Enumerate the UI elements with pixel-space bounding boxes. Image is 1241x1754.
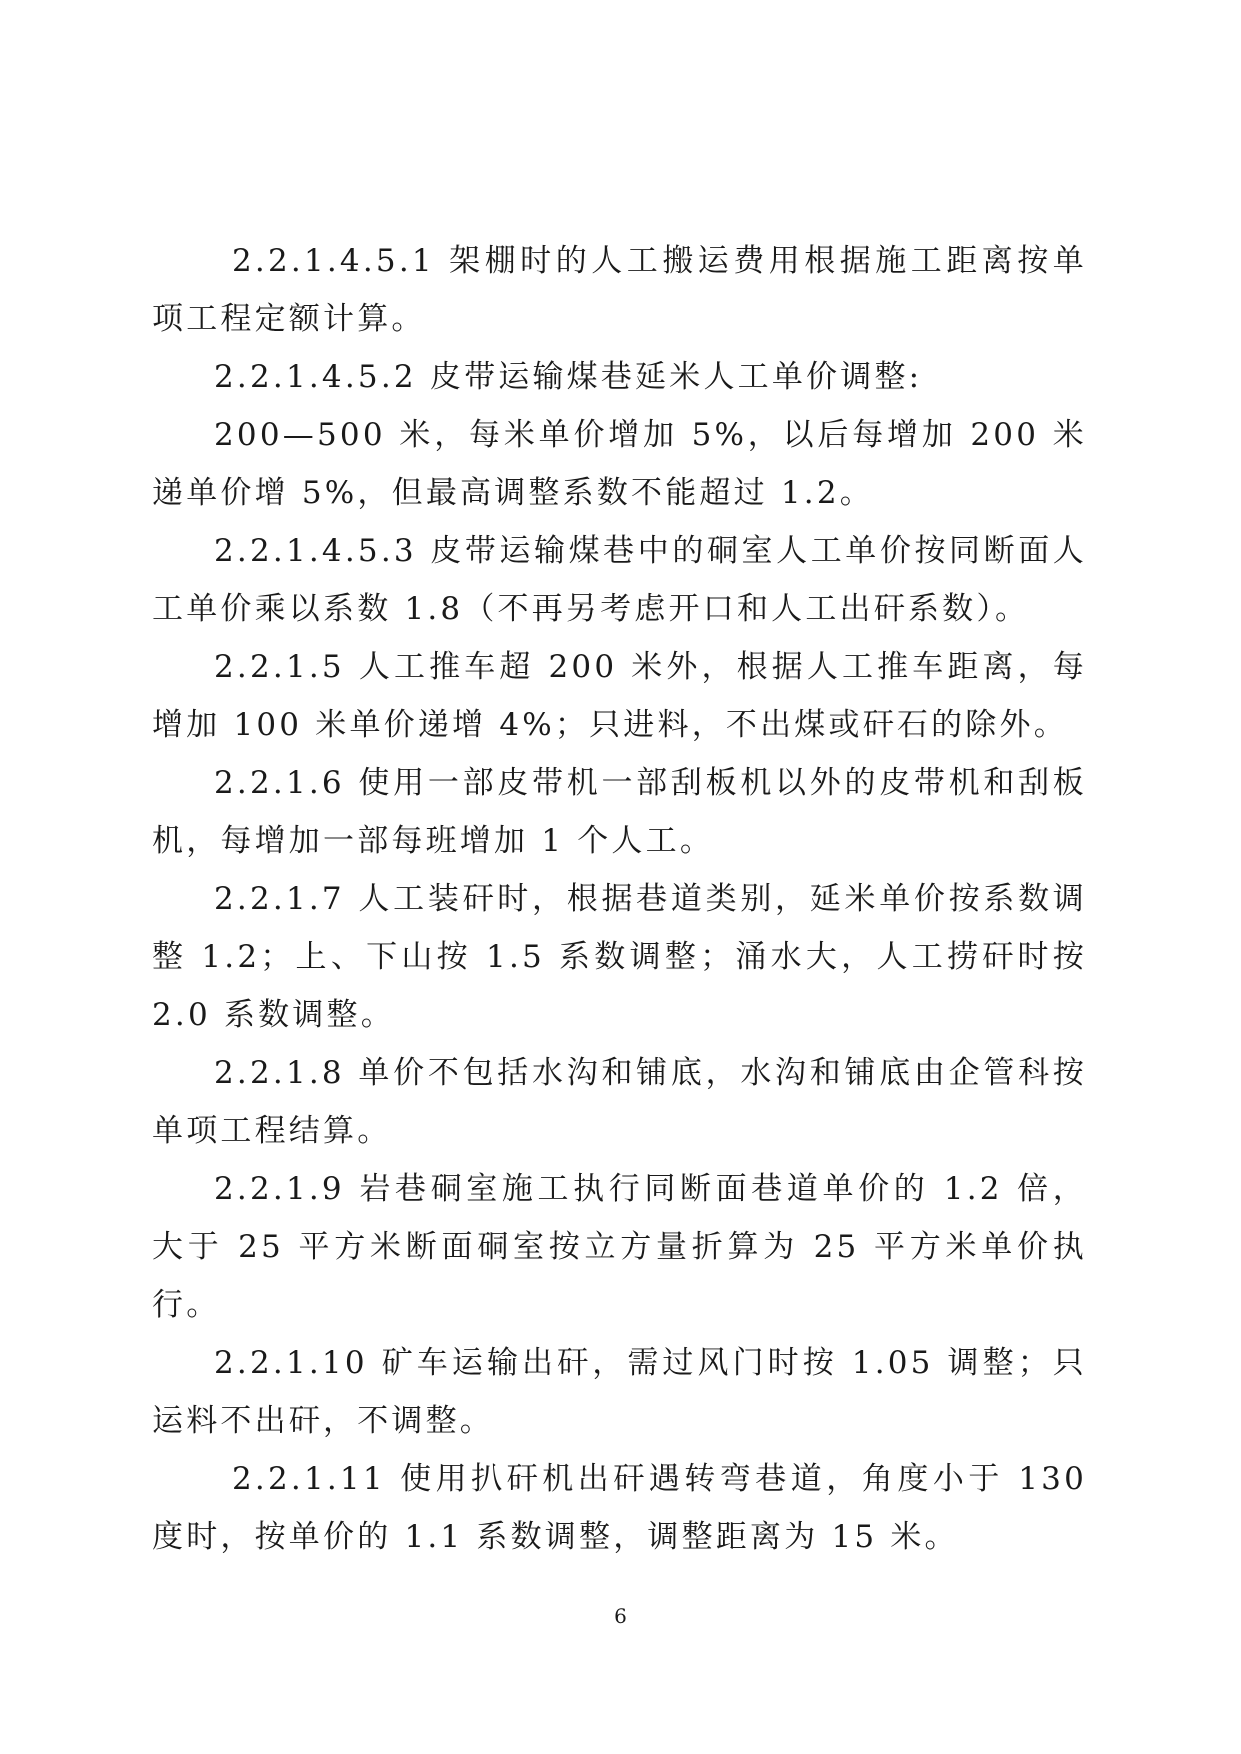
paragraph-2-2-1-4-5-2: 2.2.1.4.5.2 皮带运输煤巷延米人工单价调整:	[214, 359, 923, 395]
paragraph-belt-adjustment-rule: 200—500 米，每米单价增加 5%，以后每增加 200 米递单价增 5%，但最高调整系数不能超过 1.2。	[152, 417, 1087, 511]
paragraph-2-2-1-11: 2.2.1.11 使用扒矸机出矸遇转弯巷道，角度小于 130 度时，按单价的 1.1 系数调整，调整距离为 15 米。	[152, 1461, 1087, 1555]
paragraph-2-2-1-4-5-3: 2.2.1.4.5.3 皮带运输煤巷中的硐室人工单价按同断面人工单价乘以系数 1.8（不再另考虑开口和人工出矸系数）。	[152, 533, 1087, 627]
paragraph-2-2-1-9: 2.2.1.9 岩巷硐室施工执行同断面巷道单价的 1.2 倍，大于 25 平方米断面硐室按立方量折算为 25 平方米单价执行。	[152, 1171, 1087, 1323]
paragraph-2-2-1-6: 2.2.1.6 使用一部皮带机一部刮板机以外的皮带机和刮板机，每增加一部每班增加 1 个人工。	[152, 765, 1087, 859]
paragraph-2-2-1-5: 2.2.1.5 人工推车超 200 米外，根据人工推车距离，每增加 100 米单价递增 4%；只进料，不出煤或矸石的除外。	[152, 649, 1087, 743]
paragraph-2-2-1-4-5-1: 2.2.1.4.5.1 架棚时的人工搬运费用根据施工距离按单项工程定额计算。	[152, 243, 1087, 337]
paragraph-2-2-1-7: 2.2.1.7 人工装矸时，根据巷道类别，延米单价按系数调整 1.2；上、下山按 1.5 系数调整；涌水大，人工捞矸时按 2.0 系数调整。	[152, 881, 1087, 1033]
paragraph-2-2-1-8: 2.2.1.8 单价不包括水沟和铺底，水沟和铺底由企管科按单项工程结算。	[152, 1055, 1087, 1149]
paragraph-2-2-1-10: 2.2.1.10 矿车运输出矸，需过风门时按 1.05 调整；只运料不出矸，不调整。	[152, 1345, 1087, 1439]
page-number: 6	[614, 1604, 627, 1628]
document-body	[152, 232, 1087, 1566]
